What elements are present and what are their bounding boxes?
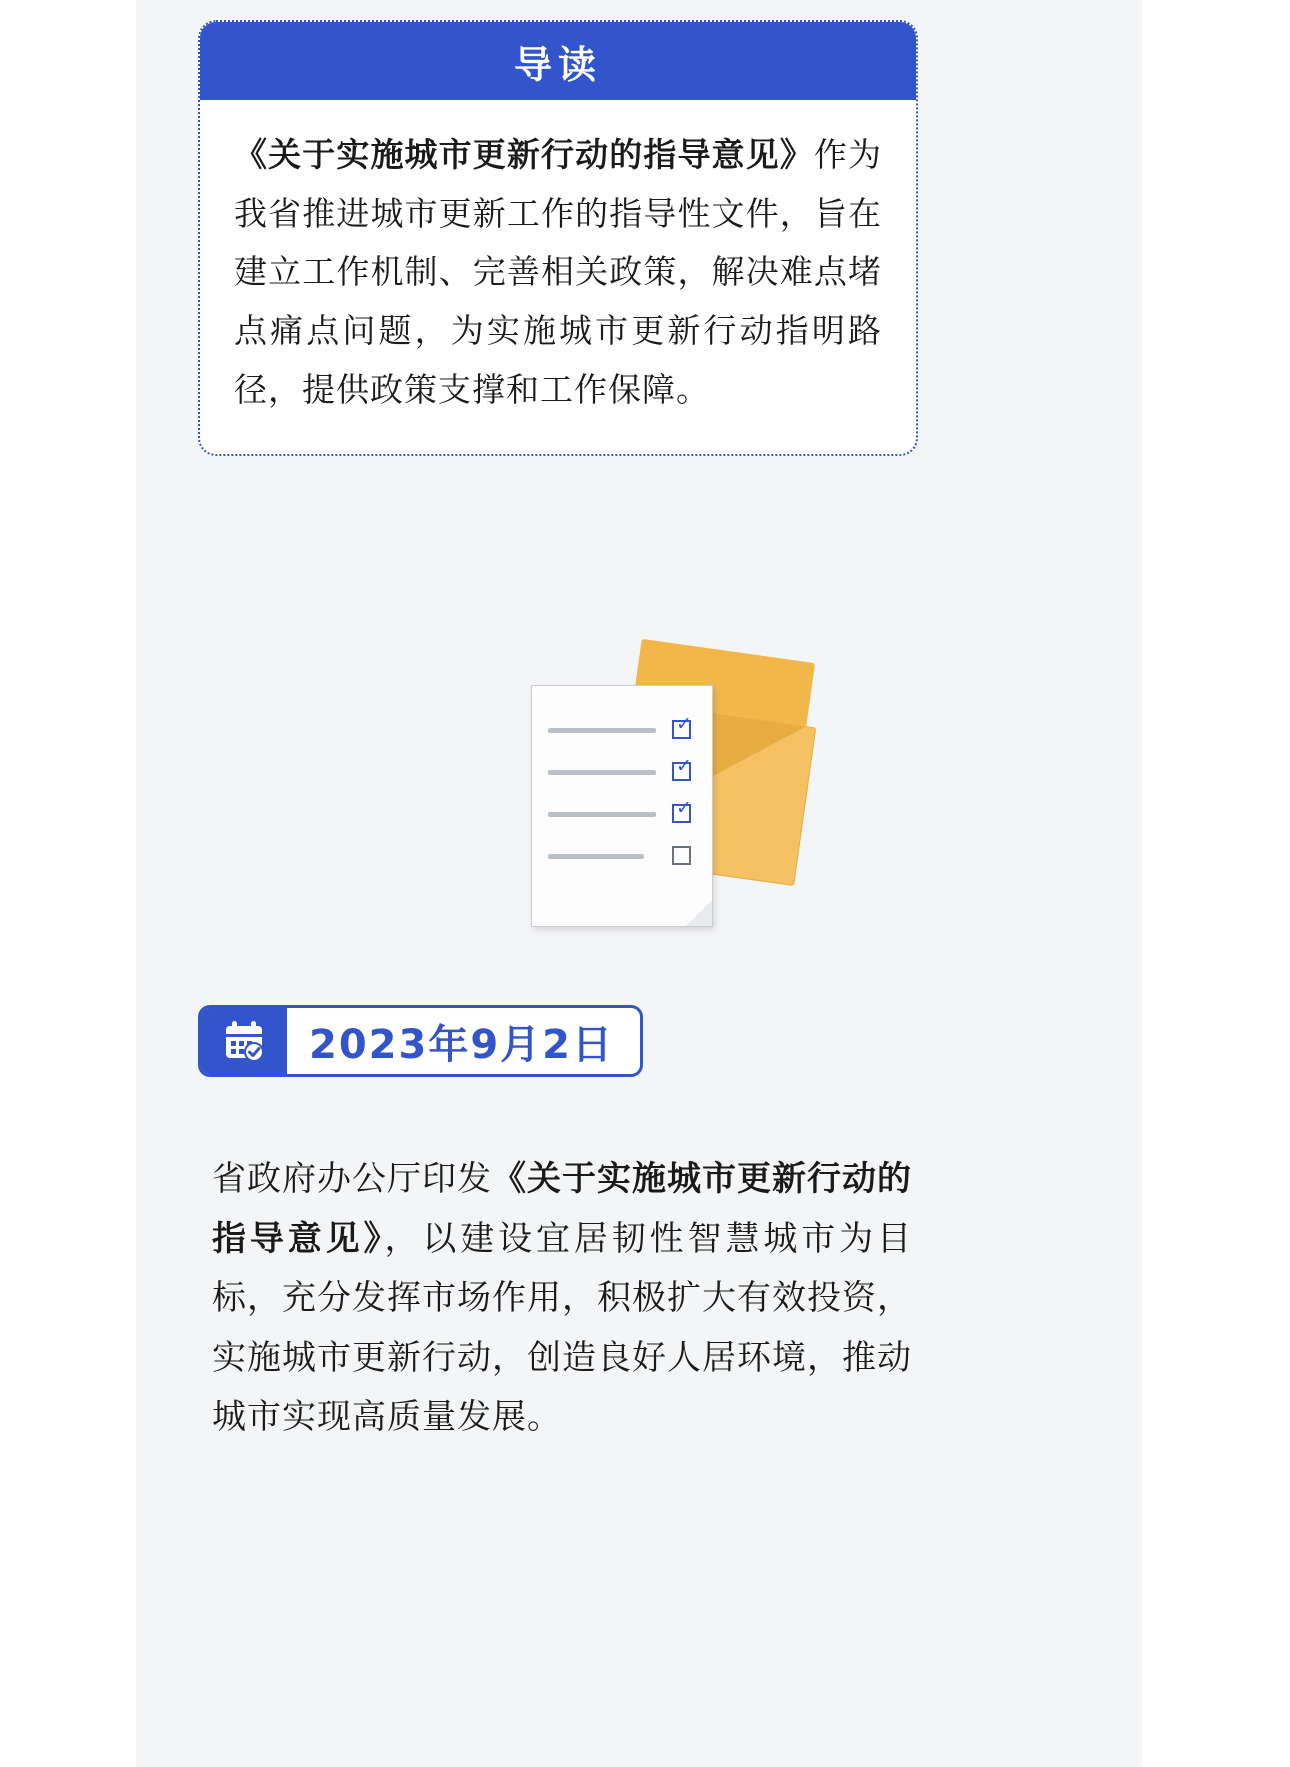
page-gutter-right: [1142, 0, 1290, 1767]
body-document-name: 《关于实施城市更新行动的指导意见》: [212, 1160, 912, 1258]
intro-card-header: [200, 22, 916, 100]
check-glyph: ✓: [676, 756, 692, 777]
check-glyph: ✓: [676, 714, 692, 735]
check-glyph: ✓: [676, 798, 692, 819]
checklist-line: [548, 770, 656, 775]
date-badge: [198, 1005, 643, 1077]
body-paragraph: [212, 1150, 912, 1448]
checkbox-checked-icon: [672, 714, 692, 739]
document-envelope-illustration: [531, 640, 831, 950]
checkbox-checked-icon: [672, 798, 692, 823]
intro-card: [198, 20, 918, 456]
intro-paragraph-rest: 作为我省推进城市更新工作的指导性文件，旨在建立工作机制、完善相关政策，解决难点堵点痛点问题，为实施城市更新行动指明路径，提供政策支撑和工作保障。: [234, 136, 883, 408]
checkbox-checked-icon: [672, 756, 692, 781]
intro-paragraph: [234, 126, 882, 420]
checklist-line: [548, 854, 644, 859]
intro-card-title: 导读: [513, 44, 602, 87]
article-content: [136, 0, 1142, 1767]
checklist-document-icon: [531, 685, 713, 927]
checkbox-empty-icon: [672, 846, 691, 865]
calendar-check-icon: [201, 1008, 287, 1074]
intro-card-body: [200, 100, 916, 454]
publish-date: 2023年9月2日: [309, 1021, 614, 1068]
body-paragraph-prefix: 省政府办公厅印发: [212, 1160, 492, 1198]
body-paragraph-suffix: ，以建设宜居韧性智慧城市为目标，充分发挥市场作用，积极扩大有效投资，实施城市更新行动，创造良好人居环境，推动城市实现高质量发展。: [212, 1219, 913, 1436]
checklist-line: [548, 728, 656, 733]
page-gutter-left: [0, 0, 136, 1767]
intro-document-name: 《关于实施城市更新行动的指导意见》: [234, 136, 814, 173]
page-fold-corner-icon: [686, 900, 712, 926]
checklist-line: [548, 812, 656, 817]
